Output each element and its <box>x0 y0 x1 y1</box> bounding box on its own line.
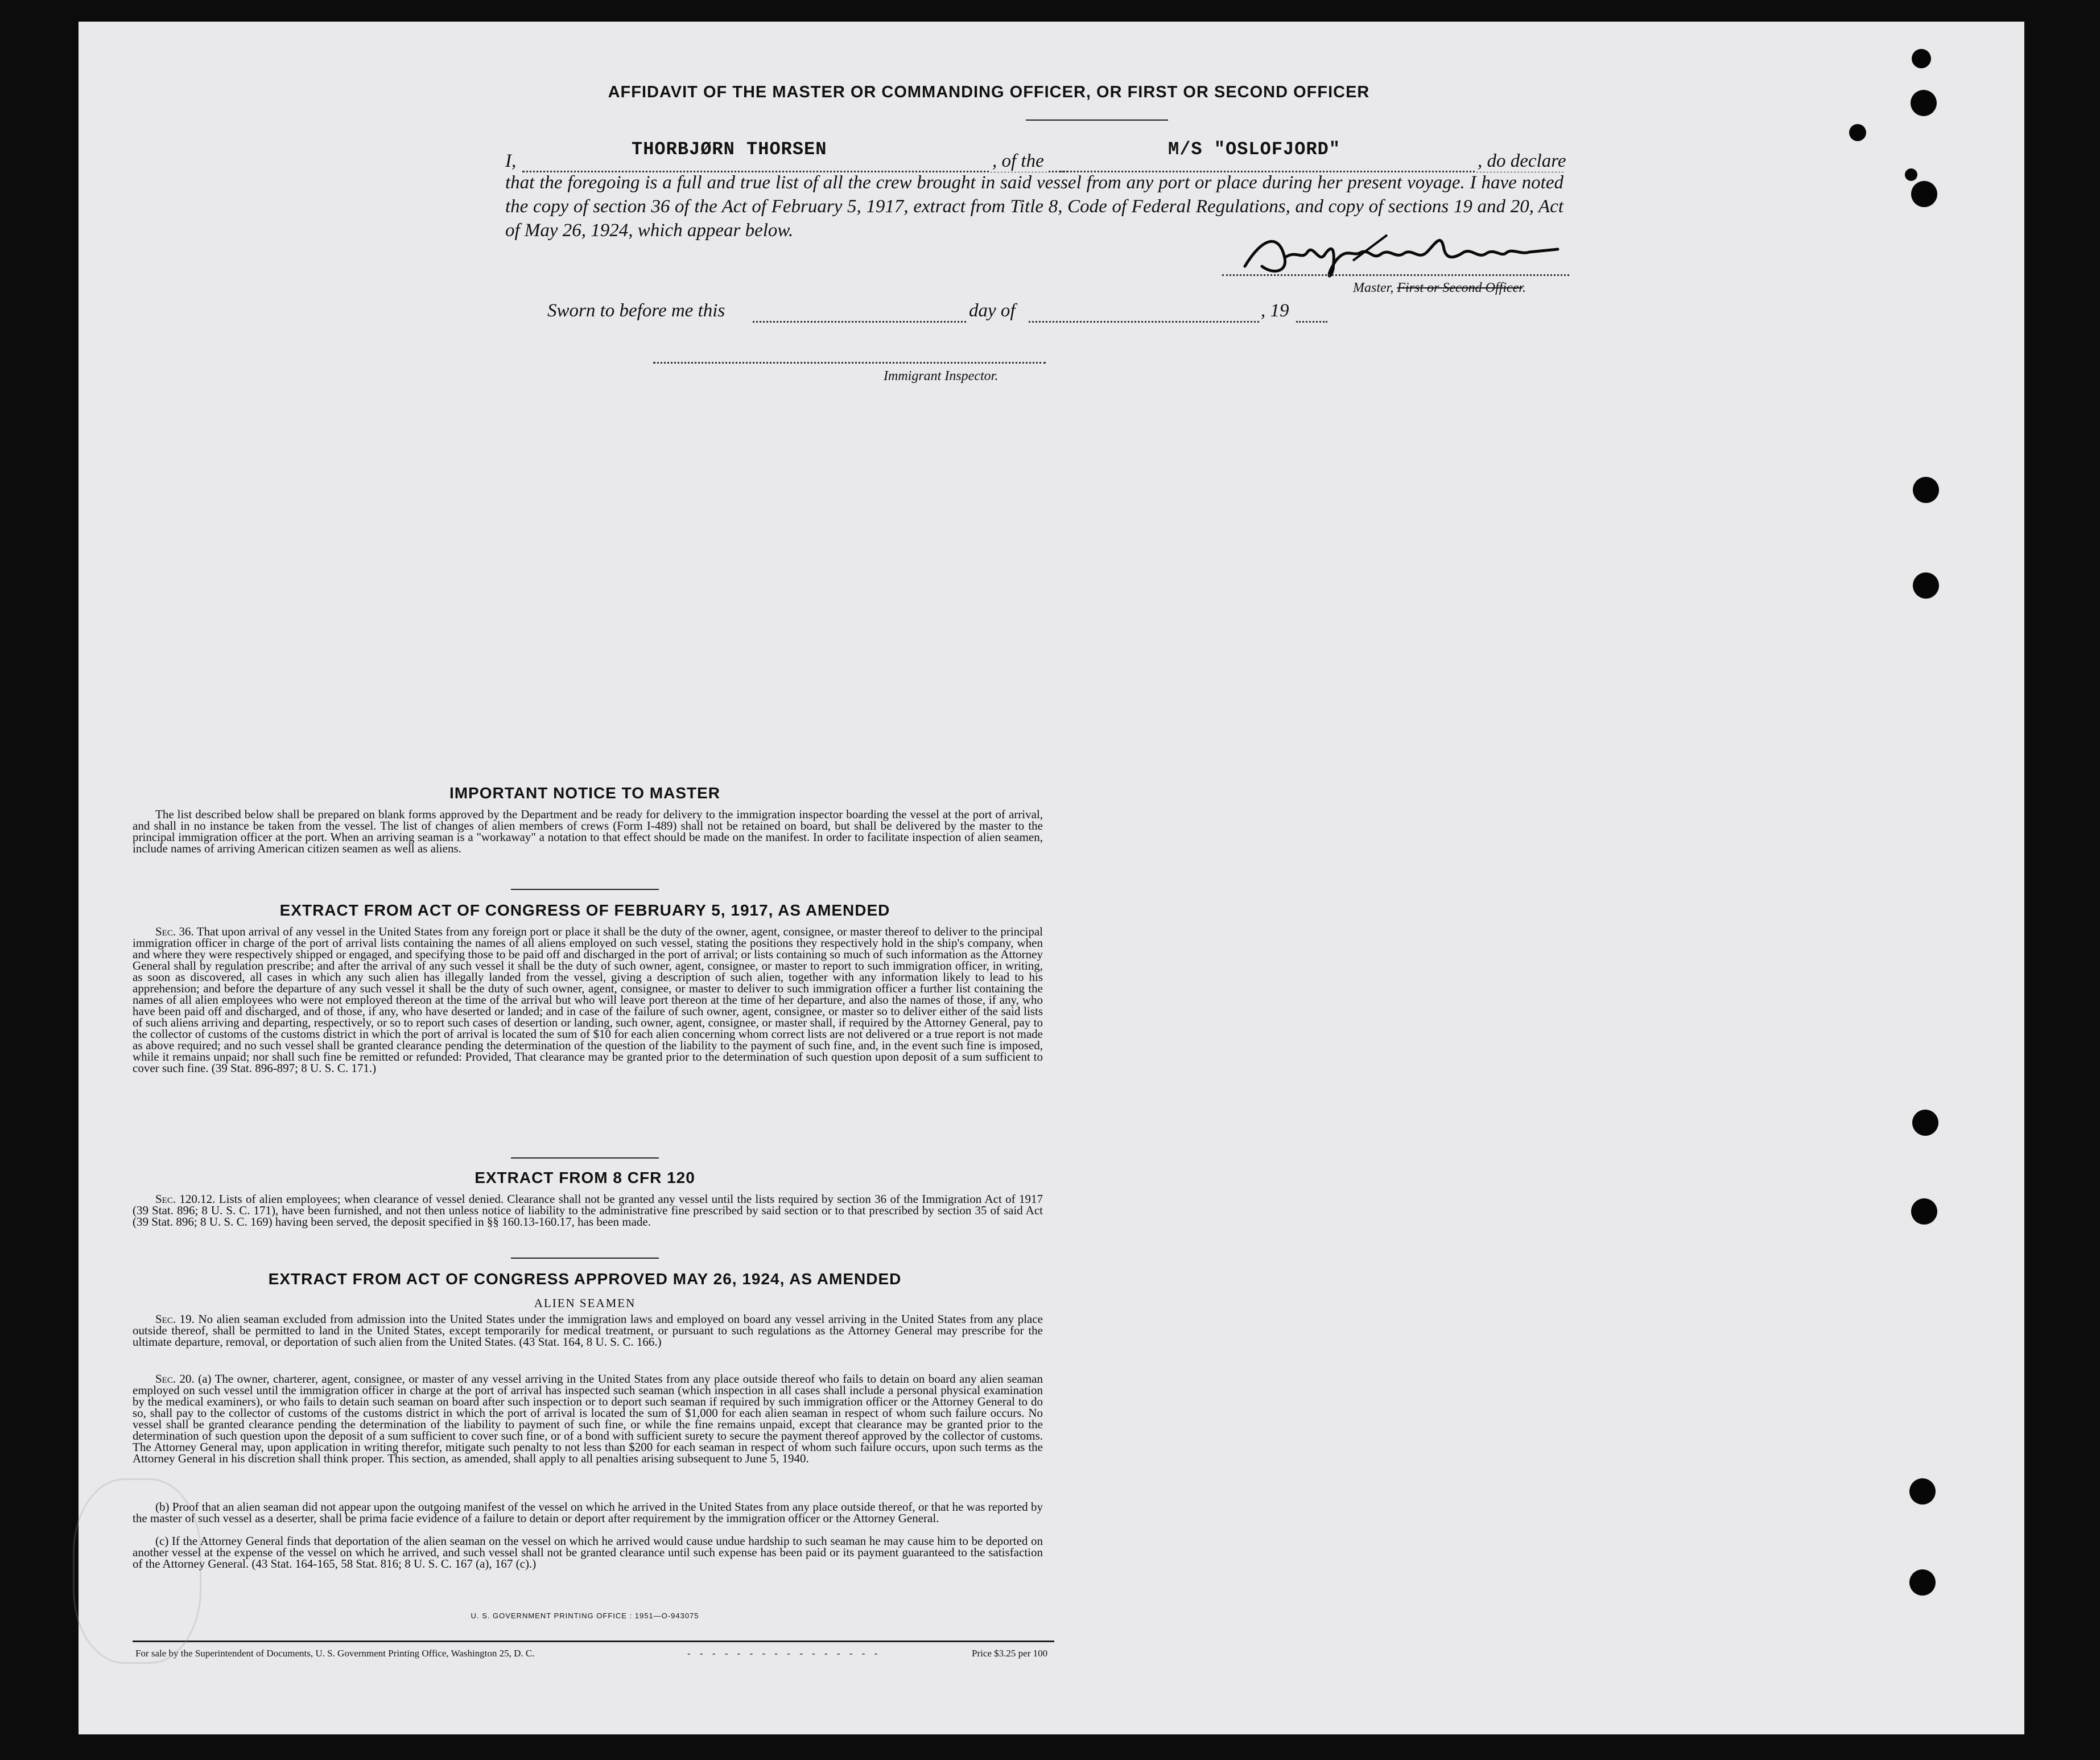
cfr-title: EXTRACT FROM 8 CFR 120 <box>475 1169 695 1186</box>
act1917-body: That upon arrival of any vessel in the United States from any foreign port or place it shall be the duty of the owner, agent, consignee, or master thereof to deliver to the principal immigration officer in charge of the port of arrival lists containing the names of all aliens employed on such vessel, stating the positions they respectively hold in the ship's company, when and where they were respectively shipped or engaged, and specifying those to be paid off and discharged in the port of arrival; or lists containing so much of such information as the Attorney General shall by regulation prescribe; and after the arrival of any such vessel it shall be the duty of such owner, agent, consignee, or master to report to such immigration officer, in writing, as soon as discovered, all cases in which any such alien has illegally landed from the vessel, giving a description of such alien, together with any information likely to lead to his apprehension; and before the departure of any such vessel it shall be the duty of such owner, agent, consignee, or master to deliver to such immigration officer a further list containing the names of all alien employees who were not employed thereon at the time of the arrival but who will leave port thereon at the time of her departure, and also the names of those, if any, who have been paid off and discharged, and of those, if any, who have deserted or landed; and in case of the failure of such owner, agent, consignee, or master so to deliver either of the said lists of such aliens arriving and departing, respectively, or so to report such cases of desertion or landing, such owner, agent, consignee, or master shall, if required by the Attorney General, pay to the collector of customs of the customs district in which the port of arrival is located the sum of $10 for each alien concerning whom correct lists are not delivered or a true report is not made as above required; and no such vessel shall be granted clearance pending the determination of the question of the liability to the payment of such fine, and, in the event such fine is imposed, while it remains unpaid; nor shall such fine be remitted or refunded: Provided, That clearance may be granted prior to the determination of such question upon deposit of a sum sufficient to cover such fine. (39 Stat. 896-897; 8 U. S. C. 171.) <box>133 925 1043 1075</box>
year-label: , 19 <box>1261 300 1289 321</box>
signature-line <box>1222 274 1569 276</box>
rule-1 <box>511 889 659 890</box>
rule-3 <box>511 1258 659 1259</box>
punch-hole-icon <box>1909 1569 1936 1596</box>
caption-suffix: . <box>1522 281 1526 295</box>
caption-struck: First or Second Officer <box>1397 281 1523 295</box>
printing-office: U. S. GOVERNMENT PRINTING OFFICE : 1951—O-943075 <box>471 1611 699 1620</box>
act1917-title: EXTRACT FROM ACT OF CONGRESS OF FEBRUARY 5, 1917, AS AMENDED <box>279 901 890 919</box>
act1917-paragraph <box>133 926 1043 1074</box>
inspector-line <box>653 362 1046 364</box>
of-the-label: , of the <box>989 151 1047 172</box>
punch-hole-icon <box>1911 1198 1937 1225</box>
embossed-seal <box>73 1478 201 1664</box>
sec20b-paragraph: (b) Proof that an alien seaman did not appear upon the outgoing manifest of the vessel on which he arrived in the United States from any place outside thereof, or that he was reported by the master of such vessel as a deserter, shall be prima facie evidence of a failure to detain or deport after requirement by the immigration officer or the Attorney General. <box>133 1500 1043 1525</box>
document-page <box>79 22 2024 1734</box>
punch-hole-icon <box>1849 124 1866 141</box>
sec20c-paragraph: (c) If the Attorney General finds that deportation of the alien seaman on the vessel on which he arrived would cause undue hardship to such seaman he may cause him to be deported on another vessel at the expense of the vessel on which he arrived, and such vessel shall not be granted clearance until such expense has been paid or its payment guaranteed to the satisfaction of the Attorney General. (43 Stat. 164-165, 58 Stat. 816; 8 U. S. C. 167 (a), 167 (c).) <box>133 1534 1043 1571</box>
footer-rule <box>133 1641 1054 1642</box>
footer-dashes: - - - - - - - - - - - - - - - - <box>687 1648 881 1659</box>
do-declare-label: , do declare <box>1475 151 1568 172</box>
for-sale-text: For sale by the Superintendent of Documents, U. S. Government Printing Office, Washington 25, D. C. <box>135 1648 535 1659</box>
sworn-month-line <box>1029 321 1259 323</box>
master-name: THORBJØRN THORSEN <box>632 139 827 160</box>
affidavit-title: AFFIDAVIT OF THE MASTER OR COMMANDING OFFICER, OR FIRST OR SECOND OFFICER <box>608 83 1370 101</box>
act1917-sec-label: Sec. 36. <box>155 925 194 938</box>
caption-master: Master, <box>1353 281 1394 295</box>
sec19-body: No alien seaman excluded from admission into the United States under the immigration laws and employed on board any vessel arriving in the United States from any place outside thereof, shall be permitted to land in the United States, except temporarily for medical treatment, or pursuant to such regulations as the Attorney General may prescribe for the ultimate departure, removal, or deportation of such alien from the United States. (43 Stat. 164, 8 U. S. C. 166.) <box>133 1312 1043 1349</box>
punch-hole-icon <box>1909 1478 1936 1505</box>
punch-hole-icon <box>1913 477 1939 503</box>
notice-title: IMPORTANT NOTICE TO MASTER <box>449 784 721 802</box>
punch-hole-icon <box>1911 90 1937 116</box>
cfr-sec-label: Sec. 120.12. <box>155 1192 216 1206</box>
title-rule <box>1026 119 1168 121</box>
sworn-day-line <box>753 321 966 323</box>
day-of-label: day of <box>969 300 1016 321</box>
punch-hole-icon <box>1912 49 1931 68</box>
notice-body: The list described below shall be prepared on blank forms approved by the Department and be ready for delivery to the immigration inspector boarding the vessel at the port of arrival, and shall in no instance be taken from the vessel. The list of changes of alien members of crews (Form I-489) shall not be retained on board, but shall be delivered by the master to the principal immigration officer at the port. When an arriving seaman is a "workaway" a notation to that effect should be made on the manifest. In order to facilitate inspection of alien seamen, include names of arriving American citizen seamen as well as aliens. <box>133 807 1043 855</box>
sworn-label: Sworn to before me this <box>547 300 725 321</box>
signature-caption <box>1353 281 1526 296</box>
act1924-subtitle: ALIEN SEAMEN <box>534 1296 636 1310</box>
price-text: Price $3.25 per 100 <box>972 1648 1048 1659</box>
punch-hole-icon <box>1912 1110 1938 1136</box>
master-signature <box>1239 226 1581 289</box>
sec20a-paragraph <box>133 1373 1043 1464</box>
sec19-paragraph <box>133 1313 1043 1347</box>
affidavit-i: I, <box>505 151 517 171</box>
sec19-label: Sec. 19. <box>155 1312 195 1326</box>
punch-hole-icon <box>1905 168 1917 181</box>
act1924-title: EXTRACT FROM ACT OF CONGRESS APPROVED MAY 26, 1924, AS AMENDED <box>268 1270 902 1288</box>
vessel-name: M/S "OSLOFJORD" <box>1168 139 1341 160</box>
cfr-paragraph <box>133 1193 1043 1227</box>
year-line <box>1296 321 1327 323</box>
declaration-text: that the foregoing is a full and true list of all the crew brought in said vessel from any port or place during her present voyage. I have noted the copy of section 36 of the Act of February 5, 1917, extract from Title 8, Code of Federal Regulations, and copy of sections 19 and 20, Act of May 26, 1924, which appear below. <box>505 172 1563 241</box>
sec20-label: Sec. 20. <box>155 1372 195 1386</box>
rule-2 <box>511 1157 659 1159</box>
punch-hole-icon <box>1913 572 1939 599</box>
sec20a-body: (a) The owner, charterer, agent, consignee, or master of any vessel arriving in the United States from any place outside thereof who fails to detain on board any alien seaman employed on such vessel until the immigration officer in charge at the port of arrival has inspected such seaman (which inspection in all cases shall include a personal physical examination by the medical examiners), or who fails to detain such seaman on board after such inspection or to deport such seaman if required by such immigration officer or the Attorney General to do so, shall pay to the collector of customs of the customs district in which the port of arrival is located the sum of $1,000 for each alien seaman in respect of whom such failure occurs. No vessel shall be granted clearance pending the determination of the liability to payment of such fine, or while the fine remains unpaid, except that clearance may be granted prior to the determination of such question upon the deposit of a sum sufficient to cover such fine, or of a bond with sufficient surety to secure the payment thereof approved by the collector of customs. The Attorney General may, upon application in writing therefor, mitigate such penalty to not less than $200 for each seaman in respect of whom such failure occurs, upon such terms as the Attorney General in his discretion shall think proper. This section, as amended, shall apply to all penalties arising subsequent to June 5, 1940. <box>133 1372 1043 1465</box>
punch-hole-icon <box>1911 181 1937 207</box>
inspector-label: Immigrant Inspector. <box>884 369 999 384</box>
cfr-body: Lists of alien employees; when clearance of vessel denied. Clearance shall not be granted any vessel until the lists required by section 36 of the Immigration Act of 1917 (39 Stat. 896; 8 U. S. C. 171), have been furnished, and not then unless notice of liability to the administrative fine prescribed by said section or to that prescribed by section 35 of said Act (39 Stat. 896; 8 U. S. C. 169) having been served, the deposit specified in §§ 160.13-160.17, has been made. <box>133 1192 1043 1229</box>
